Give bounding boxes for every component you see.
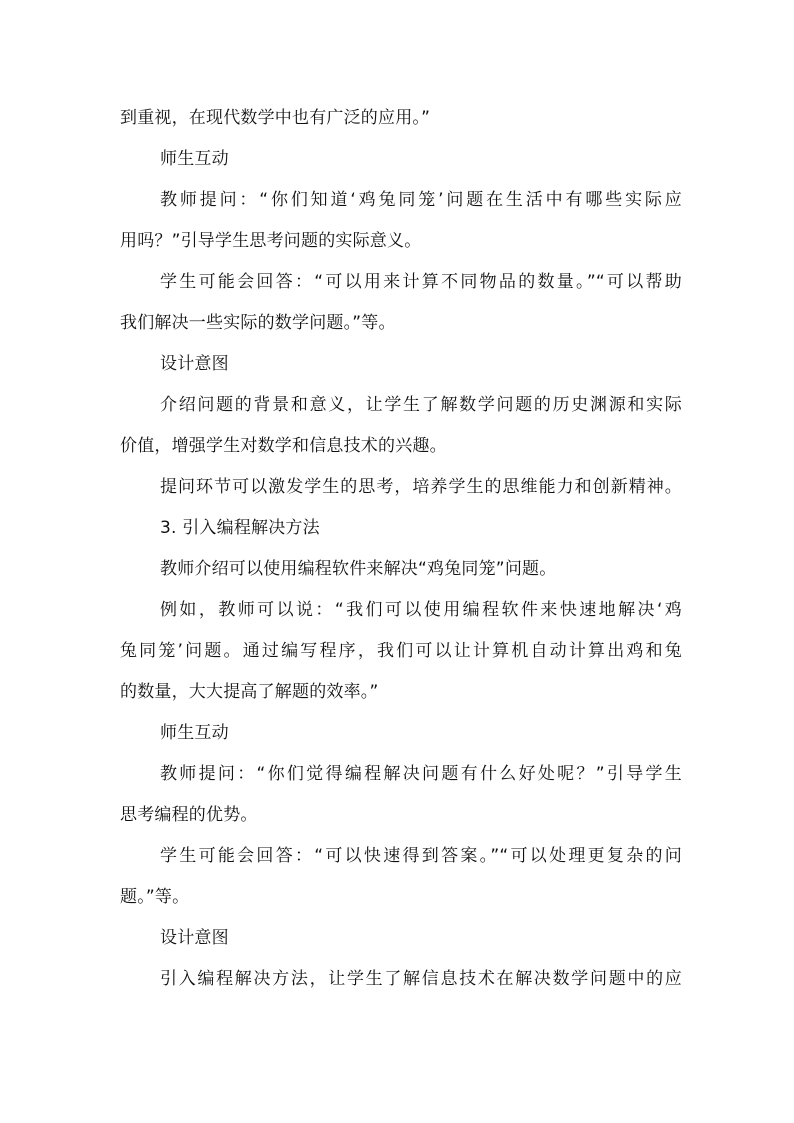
paragraph-line: 兔同笼’问题。通过编写程序，我们可以让计算机自动计算出鸡和兔 bbox=[120, 641, 682, 661]
paragraph-line: 价值，增强学生对数学和信息技术的兴趣。 bbox=[120, 436, 447, 456]
paragraph-line: 思考编程的优势。 bbox=[120, 805, 258, 825]
paragraph-line: 教师提问：“你们觉得编程解决问题有什么好处呢？”引导学生 bbox=[160, 764, 682, 784]
paragraph-line: 我们解决一些实际的数学问题。”等。 bbox=[120, 313, 396, 333]
paragraph-line: 学生可能会回答：“可以用来计算不同物品的数量。”“可以帮助 bbox=[160, 272, 682, 292]
section-heading: 师生互动 bbox=[160, 723, 229, 743]
paragraph-line: 教师介绍可以使用编程软件来解决“鸡兔同笼”问题。 bbox=[160, 559, 557, 579]
paragraph-line: 学生可能会回答：“可以快速得到答案。”“可以处理更复杂的问 bbox=[160, 846, 682, 866]
paragraph-line: 引入编程解决方法，让学生了解信息技术在解决数学问题中的应 bbox=[160, 969, 682, 989]
section-heading: 设计意图 bbox=[160, 354, 229, 374]
paragraph-line: 介绍问题的背景和意义，让学生了解数学问题的历史渊源和实际 bbox=[160, 395, 682, 415]
document-body bbox=[120, 98, 682, 1000]
section-heading: 设计意图 bbox=[160, 928, 229, 948]
paragraph-line: 题。”等。 bbox=[120, 887, 190, 907]
paragraph-line: 提问环节可以激发学生的思考，培养学生的思维能力和创新精神。 bbox=[160, 477, 682, 497]
paragraph-line: 的数量，大大提高了解题的效率。” bbox=[120, 682, 379, 702]
paragraph-line: 教师提问：“你们知道‘鸡兔同笼’问题在生活中有哪些实际应 bbox=[160, 190, 682, 210]
numbered-heading: 3. 引入编程解决方法 bbox=[160, 518, 320, 538]
paragraph-line: 用吗？”引导学生思考问题的实际意义。 bbox=[120, 231, 422, 251]
paragraph-line: 例如，教师可以说：“我们可以使用编程软件来快速地解决‘鸡 bbox=[160, 600, 682, 620]
paragraph-line: 到重视，在现代数学中也有广泛的应用。” bbox=[120, 108, 431, 128]
section-heading: 师生互动 bbox=[160, 149, 229, 169]
